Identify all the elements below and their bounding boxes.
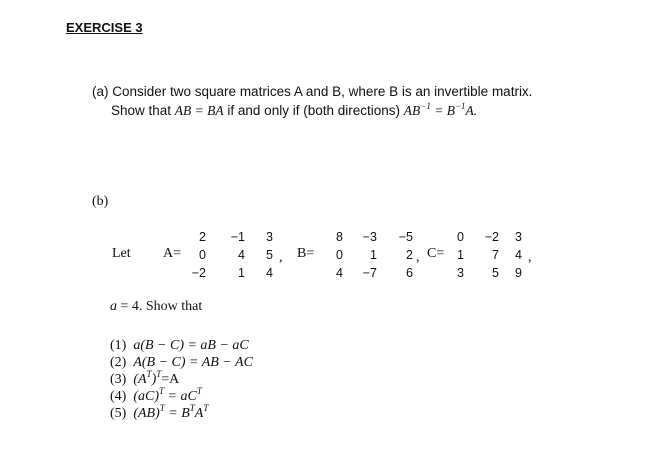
matrix-cell: 4 (266, 266, 273, 280)
matrix-cell: 5 (266, 248, 273, 262)
property-item: (2) A(B − C) = AB − AC (110, 355, 253, 370)
matrix-cell: 3 (457, 266, 464, 280)
part-a-line1: (a) Consider two square matrices A and B, where B is an invertible matrix. (92, 84, 533, 99)
matrix-cell: 3 (515, 230, 522, 244)
matrix-cell: −7 (362, 266, 377, 280)
exercise-title: EXERCISE 3 (66, 20, 143, 35)
matrix-cell: 2 (199, 230, 206, 244)
matrix-cell: 6 (406, 266, 413, 280)
part-b-label: (b) (92, 194, 109, 209)
matrix-cell: 4 (238, 248, 245, 262)
matrix-cell: 1 (370, 248, 377, 262)
matrix-cell: 7 (492, 248, 499, 262)
matrix-c-label: C= (427, 246, 445, 261)
separator-comma: , (528, 250, 532, 265)
matrix-cell: 5 (492, 266, 499, 280)
matrix-cell: −2 (484, 230, 499, 244)
matrix-b-label: B= (297, 246, 315, 261)
matrix-cell: −2 (191, 266, 206, 280)
scalar-definition: a = 4. Show that (110, 299, 203, 314)
matrix-a-label: A= (163, 246, 182, 261)
property-item: (5) $(AB)^T = B^TA^T$ (110, 403, 209, 421)
matrix-cell: 8 (336, 230, 343, 244)
equation-inverse: $AB^{-1} = B^{-1}A$. (403, 101, 478, 118)
matrix-cell: 0 (457, 230, 464, 244)
equation-ab-ba: AB = BA (174, 103, 224, 118)
matrix-cell: 1 (238, 266, 245, 280)
property-item: (4) $(aC)^T = aC^T$ (110, 386, 202, 404)
matrix-cell: −1 (230, 230, 245, 244)
matrix-cell: 2 (406, 248, 413, 262)
let-label: Let (112, 246, 131, 261)
part-a-text (92, 82, 532, 120)
part-a-line2: Show that AB = BA if and only if (both directions) $AB^{-1} = B^{-1}A$. (111, 101, 478, 118)
matrix-cell: 3 (266, 230, 273, 244)
matrix-cell: 1 (457, 248, 464, 262)
matrix-cell: 4 (515, 248, 522, 262)
matrix-cell: 4 (336, 266, 343, 280)
matrix-cell: −3 (362, 230, 377, 244)
matrix-cell: 0 (199, 248, 206, 262)
matrix-cell: −5 (398, 230, 413, 244)
property-list (110, 337, 253, 422)
property-item: (1) a(B − C) = aB − aC (110, 338, 249, 353)
matrix-cell: 9 (515, 266, 522, 280)
property-item: (3) $(A^T)^T=A$ (110, 369, 180, 387)
matrix-cell: 0 (336, 248, 343, 262)
separator-comma: , (416, 250, 420, 265)
separator-comma: , (279, 250, 283, 265)
